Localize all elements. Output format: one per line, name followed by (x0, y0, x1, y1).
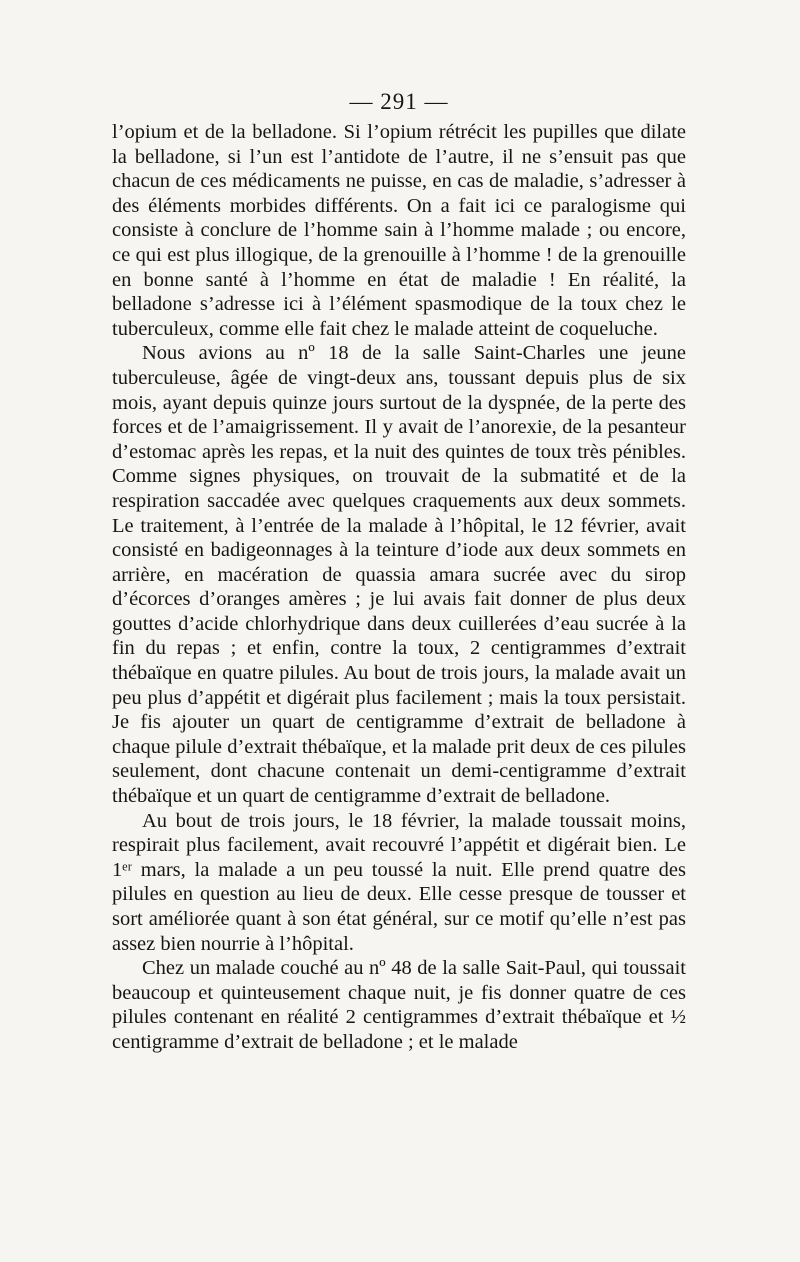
page-number: — 291 — (349, 89, 449, 114)
paragraph-1: l’opium et de la belladone. Si l’opium rétrécit les pupilles que dilate la belladone, si l’un est l’antidote de l’autre, il ne s’ensuit pas que chacun de ces médicaments ne puisse, en cas de maladie, s’adresser à des éléments morbides différents. On a fait ici ce paralogisme qui consiste à conclure de l’homme sain à l’homme malade ; ou encore, ce qui est plus illogique, de la grenouille à l’homme ! de la grenouille en bonne santé à l’homme en état de maladie ! En réalité, la belladone s’adresse ici à l’élément spasmodique de la toux chez le tuberculeux, comme elle fait chez le malade atteint de coqueluche. (112, 121, 686, 340)
paragraph-3: Au bout de trois jours, le 18 février, la malade toussait moins, respirait plus facilement, avait recouvré l’appétit et digérait bien. Le 1ᵉʳ mars, la malade a un peu toussé la nuit. Elle prend quatre des pilules en question au lieu de deux. Elle cesse presque de tousser et sort améliorée quant à son état général, sur ce motif qu’elle n’est pas assez bien nourrie à l’hôpital. (112, 809, 686, 955)
book-page (112, 86, 686, 1055)
paragraph-4: Chez un malade couché au nº 48 de la salle Sait-Paul, qui toussait beaucoup et quinteusement chaque nuit, je fis donner quatre de ces pilules contenant en réalité 2 centigrammes d’extrait thébaïque et ½ centigramme d’extrait de belladone ; et le malade (112, 957, 686, 1053)
paragraph-2: Nous avions au nº 18 de la salle Saint-Charles une jeune tuberculeuse, âgée de vingt-deux ans, toussant depuis plus de six mois, ayant depuis quinze jours surtout de la dyspnée, de la perte des forces et de l’amaigrissement. Il y avait de l’anorexie, de la pesanteur d’estomac après les repas, et la nuit des quintes de toux très pénibles. Comme signes physiques, on trouvait de la submatité et de la respiration saccadée avec quelques craquements aux deux sommets. Le traitement, à l’entrée de la malade à l’hôpital, le 12 février, avait consisté en badigeonnages à la teinture d’iode aux deux sommets en arrière, en macération de quassia amara sucrée avec du sirop d’écorces d’oranges amères ; je lui avais fait donner de plus deux gouttes d’acide chlorhydrique dans deux cuillerées d’eau sucrée à la fin du repas ; et enfin, contre la toux, 2 centigrammes d’extrait thébaïque en quatre pilules. Au bout de trois jours, la malade avait un peu plus d’appétit et digérait plus facilement ; mais la toux persistait. Je fis ajouter un quart de centigramme d’extrait de belladone à chaque pilule d’extrait thébaïque, et la malade prit deux de ces pilules seulement, dont chacune contenait un demi-centigramme d’extrait thébaïque et un quart de centigramme d’extrait de belladone. (112, 342, 686, 808)
